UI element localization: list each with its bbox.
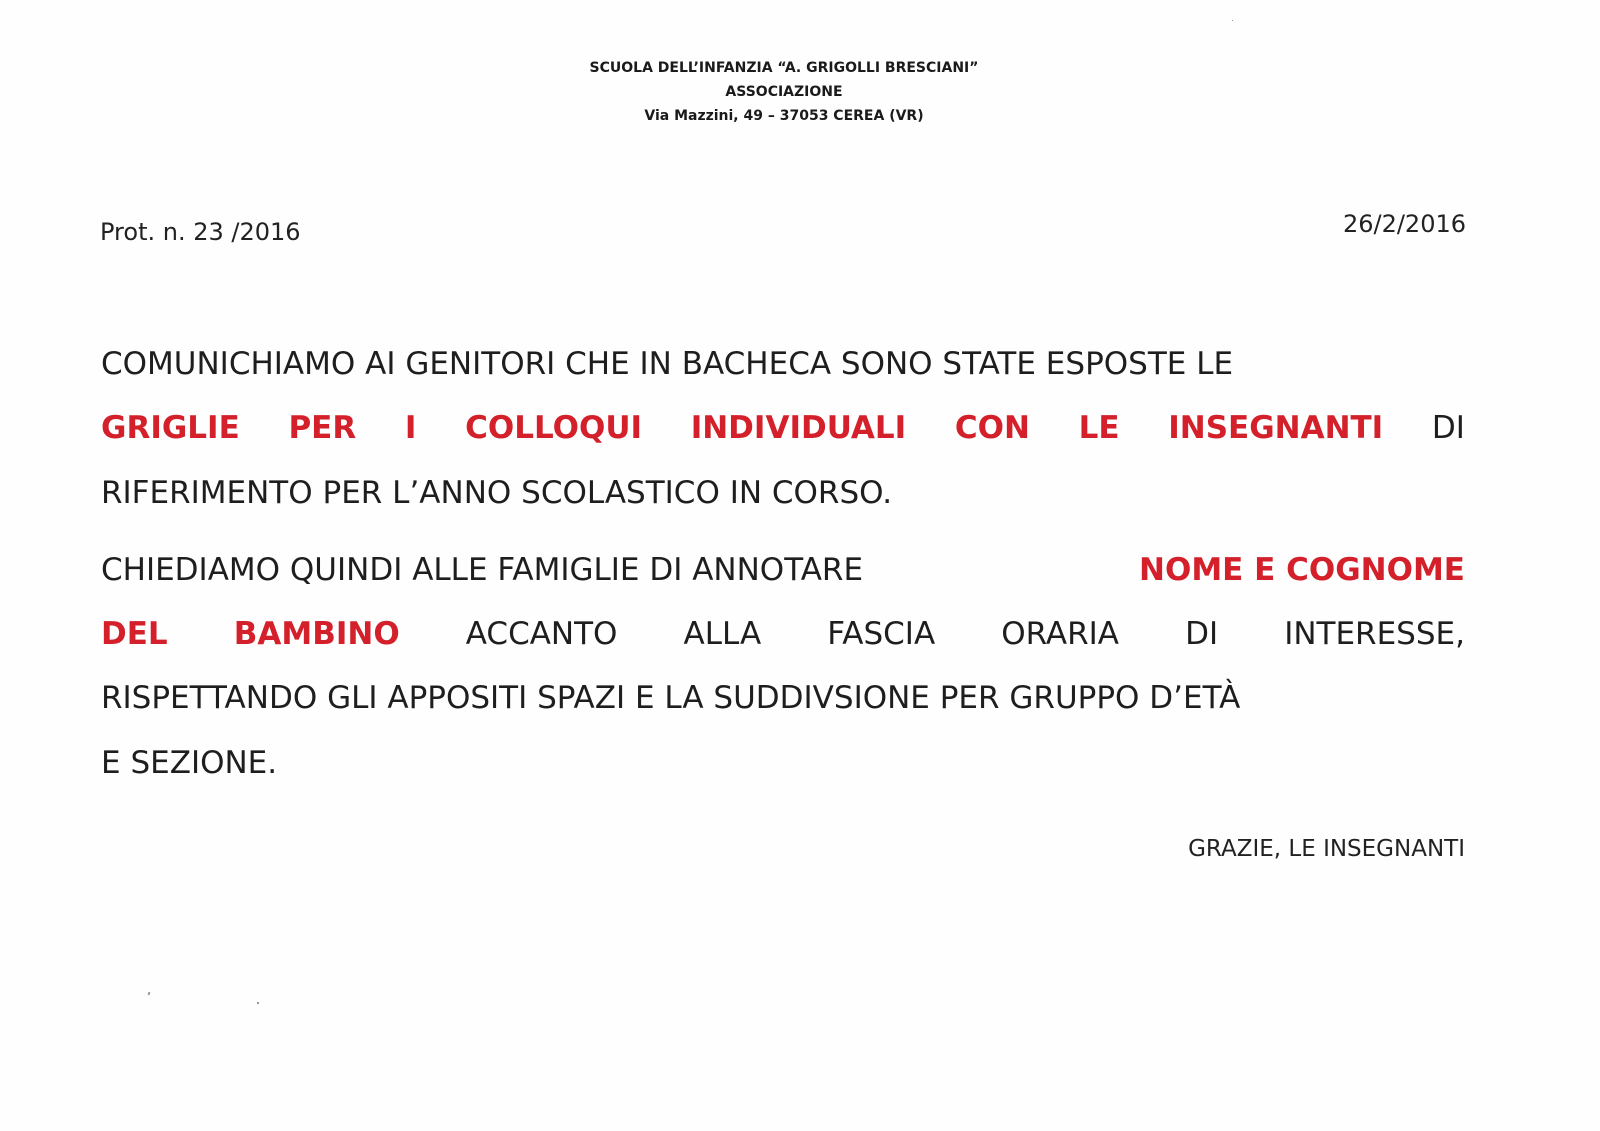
highlight-word: CON [954, 410, 1030, 446]
letterhead [400, 56, 1168, 128]
line-word: ORARIA [1001, 616, 1120, 652]
line-word: ACCANTO [465, 616, 618, 652]
line-word: DI [1431, 410, 1465, 446]
line-text: CHIEDIAMO QUINDI ALLE FAMIGLIE DI ANNOTARE [101, 552, 864, 588]
highlight-word: LE [1078, 410, 1120, 446]
highlight-word: DEL [101, 616, 168, 652]
scan-speck [148, 992, 151, 996]
highlight-word: COLLOQUI [465, 410, 643, 446]
highlight-word: INDIVIDUALI [690, 410, 907, 446]
school-address: Via Mazzini, 49 – 37053 CEREA (VR) [644, 108, 924, 124]
school-name: SCUOLA DELL’INFANZIA “A. GRIGOLLI BRESCIANI” [589, 60, 979, 76]
highlight-word: GRIGLIE [101, 410, 240, 446]
document-date: 26/2/2016 [1342, 210, 1466, 238]
line-word: FASCIA [827, 616, 936, 652]
p2-line-2 [101, 614, 1465, 654]
highlight-word: BAMBINO [233, 616, 400, 652]
p2-line-1 [101, 550, 1465, 590]
p1-line-1: COMUNICHIAMO AI GENITORI CHE IN BACHECA SONO STATE ESPOSTE LE [101, 346, 1234, 382]
scan-speck [257, 1002, 259, 1004]
highlight-text: NOME E COGNOME [1139, 552, 1465, 588]
association-label: ASSOCIAZIONE [725, 84, 843, 100]
highlight-word: PER [288, 410, 357, 446]
protocol-number: Prot. n. 23 /2016 [100, 218, 301, 246]
line-word: INTERESSE, [1284, 616, 1465, 652]
closing-signature: GRAZIE, LE INSEGNANTI [1188, 836, 1465, 862]
p1-line-2 [101, 408, 1465, 448]
p2-line-3: RISPETTANDO GLI APPOSITI SPAZI E LA SUDDIVSIONE PER GRUPPO D’ETÀ [101, 680, 1241, 716]
highlight-word: I [404, 410, 417, 446]
p1-line-3: RIFERIMENTO PER L’ANNO SCOLASTICO IN CORSO. [101, 475, 893, 511]
line-word: ALLA [683, 616, 762, 652]
highlight-word: INSEGNANTI [1168, 410, 1384, 446]
line-word: DI [1185, 616, 1219, 652]
scan-speck [1232, 20, 1233, 21]
p2-line-4: E SEZIONE. [101, 745, 278, 781]
